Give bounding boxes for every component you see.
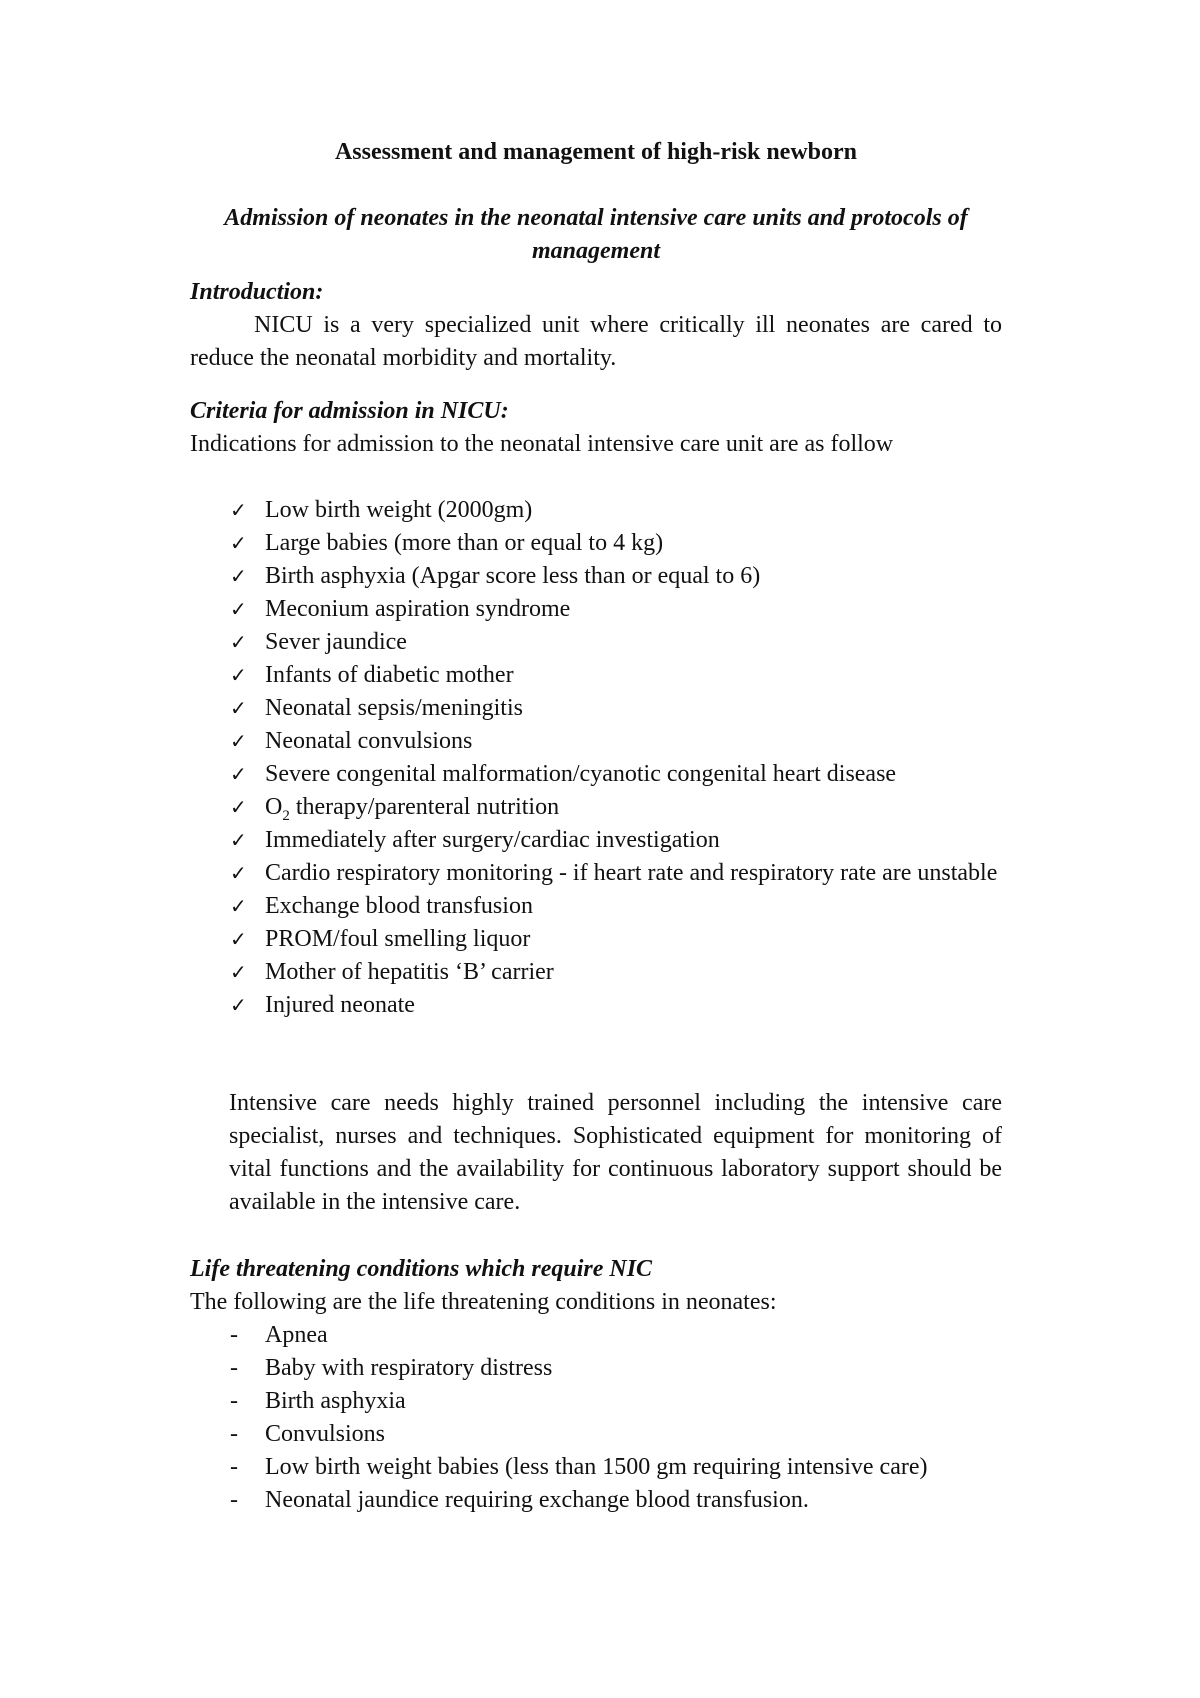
list-item: ✓ Neonatal convulsions <box>190 725 1002 758</box>
life-threatening-list <box>190 1319 1002 1517</box>
check-icon: ✓ <box>230 498 247 522</box>
check-icon: ✓ <box>230 828 247 852</box>
list-item: ✓ Infants of diabetic mother <box>190 659 1002 692</box>
dash-icon: - <box>230 1322 238 1348</box>
dash-icon: - <box>230 1454 238 1480</box>
list-item: - Baby with respiratory distress <box>190 1352 1002 1385</box>
check-icon: ✓ <box>230 894 247 918</box>
check-icon: ✓ <box>230 564 247 588</box>
check-icon: ✓ <box>230 861 247 885</box>
check-icon: ✓ <box>230 696 247 720</box>
list-item: ✓ $O_2$ therapy/parenteral nutrition <box>190 791 1002 824</box>
check-icon: ✓ <box>230 630 247 654</box>
check-icon: ✓ <box>230 597 247 621</box>
list-item: ✓ Severe congenital malformation/cyanotic congenital heart disease <box>190 758 1002 791</box>
list-item: ✓ Injured neonate <box>190 989 1002 1022</box>
check-icon: ✓ <box>230 795 247 819</box>
criteria-note: Intensive care needs highly trained personnel including the intensive care specialist, nurses and techniques. Sophisticated equipment for monitoring of vital functions and the availability for continuous laboratory support should be available in the intensive care. <box>229 1090 1002 1215</box>
list-item: ✓ Sever jaundice <box>190 626 1002 659</box>
o2-subscript: 2 <box>282 807 290 824</box>
list-item: - Birth asphyxia <box>190 1385 1002 1418</box>
dash-icon: - <box>230 1355 238 1381</box>
introduction-text: NICU is a very specialized unit where critically ill neonates are cared to reduce the neonatal morbidity and mortality. <box>190 312 1002 371</box>
introduction-heading: Introduction: <box>190 279 324 305</box>
criteria-intro: Indications for admission to the neonatal intensive care unit are as follow <box>190 431 894 457</box>
criteria-heading: Criteria for admission in NICU: <box>190 398 509 424</box>
list-item: - Convulsions <box>190 1418 1002 1451</box>
list-item: ✓ Immediately after surgery/cardiac investigation <box>190 824 1002 857</box>
list-item: ✓ Low birth weight (2000gm) <box>190 494 1002 527</box>
list-item: ✓ Exchange blood transfusion <box>190 890 1002 923</box>
list-item: ✓ Mother of hepatitis ‘B’ carrier <box>190 956 1002 989</box>
list-item: ✓ Birth asphyxia (Apgar score less than or equal to 6) <box>190 560 1002 593</box>
list-item: ✓ PROM/foul smelling liquor <box>190 923 1002 956</box>
list-item: - Apnea <box>190 1319 1002 1352</box>
list-item: ✓ Meconium aspiration syndrome <box>190 593 1002 626</box>
life-threatening-heading: Life threatening conditions which require NIC <box>190 1256 653 1282</box>
list-item: ✓ Neonatal sepsis/meningitis <box>190 692 1002 725</box>
document-title: Assessment and management of high-risk newborn <box>334 139 858 165</box>
dash-icon: - <box>230 1388 238 1414</box>
check-icon: ✓ <box>230 663 247 687</box>
check-icon: ✓ <box>230 927 247 951</box>
criteria-list <box>190 494 1002 1022</box>
dash-icon: - <box>230 1487 238 1513</box>
list-item: ✓ Large babies (more than or equal to 4 kg) <box>190 527 1002 560</box>
document-subtitle: Admission of neonates in the neonatal intensive care units and protocols of management <box>224 205 968 264</box>
check-icon: ✓ <box>230 729 247 753</box>
check-icon: ✓ <box>230 531 247 555</box>
list-item: - Low birth weight babies (less than 1500 gm requiring intensive care) <box>190 1451 1002 1484</box>
check-icon: ✓ <box>230 762 247 786</box>
check-icon: ✓ <box>230 960 247 984</box>
check-icon: ✓ <box>230 993 247 1017</box>
list-item: ✓ Cardio respiratory monitoring - if heart rate and respiratory rate are unstable <box>190 857 1002 890</box>
life-threatening-intro: The following are the life threatening conditions in neonates: <box>190 1289 777 1315</box>
dash-icon: - <box>230 1421 238 1447</box>
list-item: - Neonatal jaundice requiring exchange blood transfusion. <box>190 1484 1002 1517</box>
